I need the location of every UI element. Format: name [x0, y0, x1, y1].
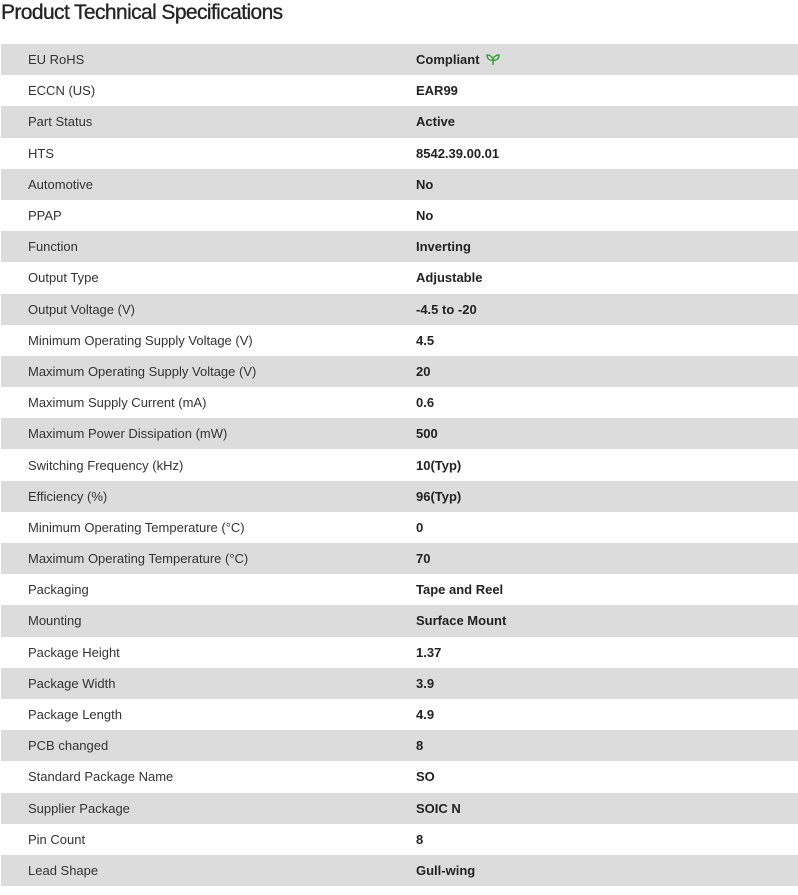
table-row [1, 231, 798, 262]
spec-label: Maximum Operating Supply Voltage (V) [28, 363, 257, 379]
spec-value-text: -4.5 to -20 [416, 301, 477, 317]
table-row [1, 387, 798, 418]
spec-value-text: Adjustable [416, 270, 483, 286]
spec-value-text: 96(Typ) [416, 488, 462, 504]
table-row [1, 824, 798, 855]
spec-value [416, 364, 430, 379]
spec-value [416, 270, 482, 285]
spec-label: Packaging [28, 582, 89, 598]
spec-value [416, 426, 438, 441]
spec-value-text: Tape and Reel [416, 582, 504, 598]
spec-value [416, 863, 475, 878]
spec-value [416, 458, 461, 473]
spec-label: Function [28, 239, 78, 255]
spec-value [416, 395, 434, 410]
spec-value-text: 0 [416, 519, 424, 535]
table-row [1, 262, 798, 293]
spec-table [1, 44, 798, 886]
spec-value [416, 114, 455, 129]
spec-value [416, 333, 434, 348]
spec-value [416, 83, 458, 98]
spec-label: Maximum Operating Temperature (°C) [28, 551, 249, 567]
spec-label: Pin Count [28, 831, 86, 847]
table-row [1, 356, 798, 387]
spec-label: Package Height [28, 644, 120, 660]
spec-label: PCB changed [28, 738, 109, 754]
spec-value [416, 146, 499, 161]
table-row [1, 325, 798, 356]
spec-value [416, 208, 433, 223]
table-row [1, 169, 798, 200]
spec-value-text: 20 [416, 363, 431, 379]
spec-label: Output Type [28, 270, 99, 286]
table-row [1, 418, 798, 449]
spec-value-text: 70 [416, 551, 431, 567]
spec-value [416, 302, 477, 317]
table-row [1, 44, 798, 75]
spec-label: Lead Shape [28, 862, 99, 878]
spec-value-text: 10(Typ) [416, 457, 462, 473]
spec-value-text: 8 [416, 831, 424, 847]
spec-value-text: 0.6 [416, 395, 435, 411]
table-row [1, 512, 798, 543]
spec-value [416, 551, 430, 566]
table-row [1, 481, 798, 512]
spec-value [416, 707, 434, 722]
spec-value-text: Gull-wing [416, 862, 476, 878]
spec-label: Standard Package Name [28, 769, 174, 785]
spec-label: Efficiency (%) [28, 488, 108, 504]
spec-label: Part Status [28, 114, 93, 130]
spec-value-text: Compliant [416, 52, 480, 68]
spec-value [416, 676, 434, 691]
spec-label: Maximum Supply Current (mA) [28, 395, 207, 411]
table-row [1, 449, 798, 480]
spec-label: Supplier Package [28, 800, 130, 816]
spec-value-text: No [416, 176, 434, 192]
table-row [1, 543, 798, 574]
table-row [1, 294, 798, 325]
table-row [1, 730, 798, 761]
spec-value [416, 177, 433, 192]
table-row [1, 138, 798, 169]
spec-value-text: 8542.39.00.01 [416, 145, 500, 161]
spec-label: Package Width [28, 675, 116, 691]
table-row [1, 793, 798, 824]
spec-value-text: EAR99 [416, 83, 458, 99]
spec-value-text: 4.9 [416, 707, 435, 723]
table-row [1, 75, 798, 106]
table-row [1, 200, 798, 231]
spec-value-text: Inverting [416, 239, 471, 255]
spec-value-text: 1.37 [416, 644, 442, 660]
table-row [1, 668, 798, 699]
spec-value [416, 239, 471, 254]
spec-value [416, 801, 461, 816]
spec-label: PPAP [28, 208, 62, 224]
spec-value [416, 520, 423, 535]
spec-value-text: No [416, 208, 434, 224]
spec-value-text: 8 [416, 738, 424, 754]
spec-value [416, 582, 503, 597]
spec-value-text: Active [416, 114, 456, 130]
spec-value-text: Surface Mount [416, 613, 507, 629]
spec-value [416, 832, 423, 847]
spec-label: Minimum Operating Temperature (°C) [28, 519, 245, 535]
spec-label: ECCN (US) [28, 83, 96, 99]
table-row [1, 106, 798, 137]
spec-value [416, 738, 423, 753]
spec-label: EU RoHS [28, 52, 85, 68]
table-row [1, 699, 798, 730]
spec-label: Mounting [28, 613, 82, 629]
leaf-icon [486, 54, 500, 66]
table-row [1, 605, 798, 636]
spec-label: HTS [28, 145, 54, 161]
spec-label: Output Voltage (V) [28, 301, 135, 317]
table-row [1, 761, 798, 792]
spec-value-text: 500 [416, 426, 438, 442]
spec-label: Maximum Power Dissipation (mW) [28, 426, 228, 442]
table-row [1, 574, 798, 605]
spec-value [416, 489, 461, 504]
spec-value-text: 4.5 [416, 332, 435, 348]
spec-label: Package Length [28, 707, 122, 723]
spec-value-text: SOIC N [416, 800, 461, 816]
spec-label: Switching Frequency (kHz) [28, 457, 184, 473]
spec-value [416, 769, 435, 784]
spec-value-text: 3.9 [416, 675, 435, 691]
spec-value [416, 645, 441, 660]
spec-label: Minimum Operating Supply Voltage (V) [28, 332, 253, 348]
spec-value [416, 52, 500, 67]
spec-label: Automotive [28, 176, 94, 192]
spec-value-text: SO [416, 769, 435, 785]
spec-value [416, 613, 506, 628]
page-title: Product Technical Specifications [1, 1, 283, 24]
table-row [1, 637, 798, 668]
table-row [1, 855, 798, 886]
